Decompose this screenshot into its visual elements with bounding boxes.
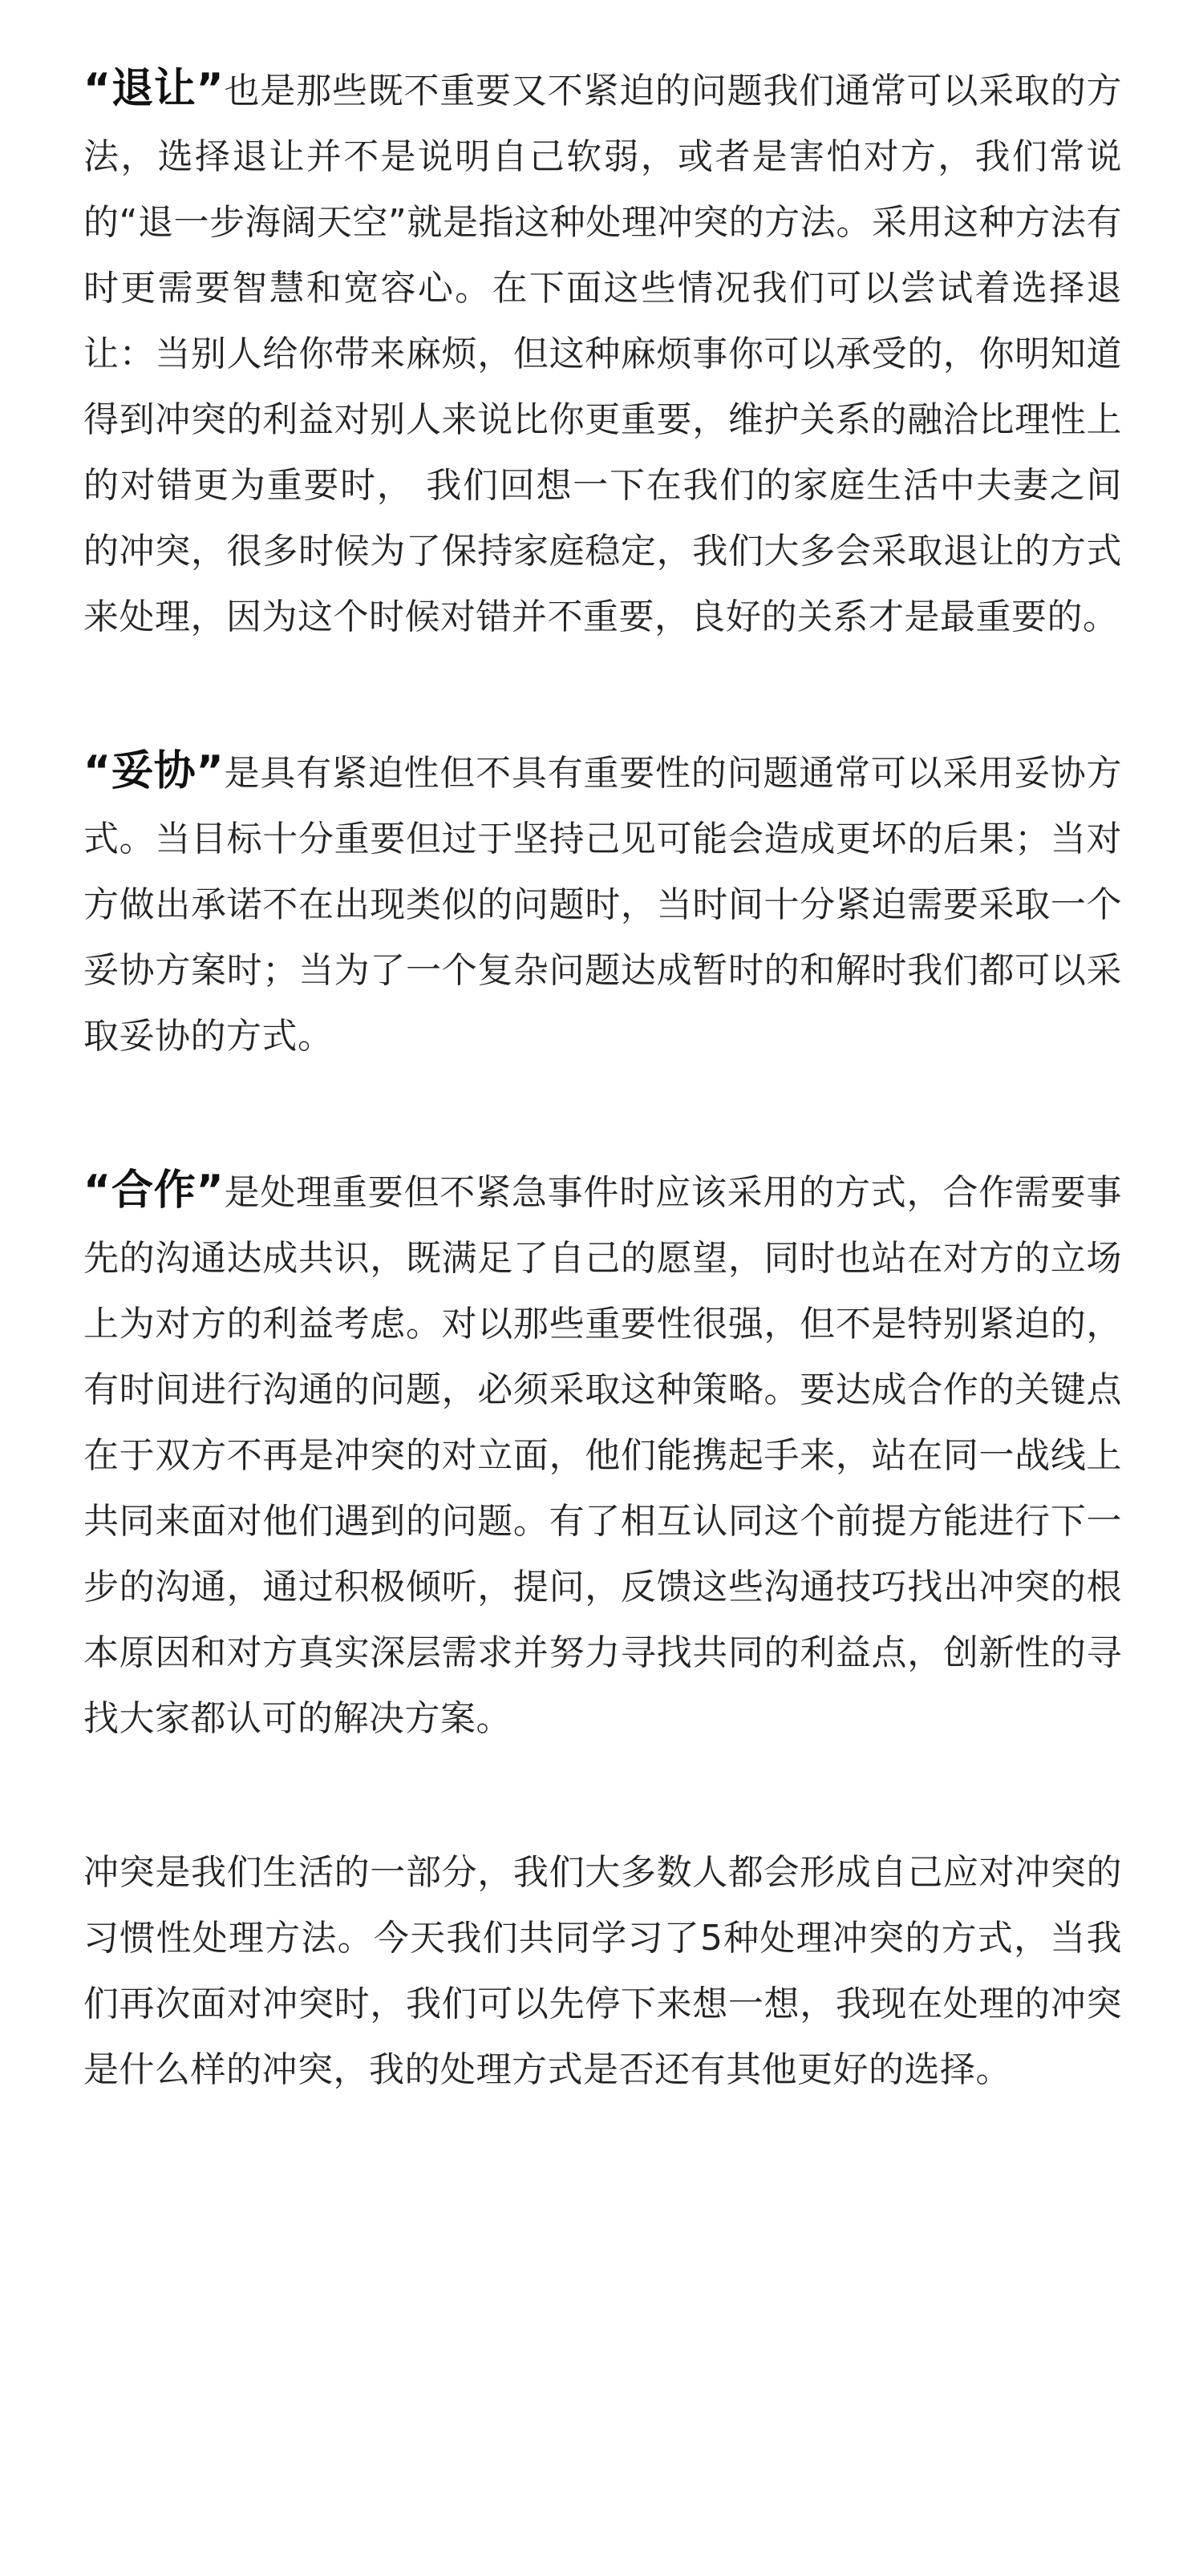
paragraph-retreat: [83, 56, 1122, 650]
term-retreat: “退让”: [83, 65, 225, 113]
paragraph-conclusion: [83, 1840, 1122, 2103]
paragraph-retreat-text: 也是那些既不重要又不紧迫的问题我们通常可以采取的方法，选择退让并不是说明自己软弱，或者是害怕对方，我们常说的“退一步海阔天空”就是指这种处理冲突的方法。采用这种方法有时更需要智慧和宽容心。在下面这些情况我们可以尝试着选择退让：当别人给你带来麻烦，但这种麻烦事你可以承受的，你明知道得到冲突的利益对别人来说比你更重要，维护关系的融洽比理性上的对错更为重要时， 我们回想一下在我们的家庭生活中夫妻之间的冲突，很多时候为了保持家庭稳定，我们大多会采取退让的方式来处理，因为这个时候对错并不重要，良好的关系才是最重要的。: [83, 71, 1123, 637]
paragraph-cooperation: [83, 1158, 1122, 1752]
term-compromise: “妥协”: [83, 747, 225, 795]
paragraph-compromise-text: 是具有紧迫性但不具有重要性的问题通常可以采用妥协方式。当目标十分重要但过于坚持己见可能会造成更坏的后果；当对方做出承诺不在出现类似的问题时，当时间十分紧迫需要采取一个妥协方案时；当为了一个复杂问题达成暂时的和解时我们都可以采取妥协的方式。: [83, 753, 1123, 1057]
term-cooperation: “合作”: [83, 1167, 225, 1215]
paragraph-conclusion-text: 冲突是我们生活的一部分，我们大多数人都会形成自己应对冲突的习惯性处理方法。今天我们共同学习了5种处理冲突的方式，当我们再次面对冲突时，我们可以先停下来想一想，我现在处理的冲突是什么样的冲突，我的处理方式是否还有其他更好的选择。: [83, 1852, 1122, 2090]
paragraph-cooperation-text: 是处理重要但不紧急事件时应该采用的方式，合作需要事先的沟通达成共识，既满足了自己的愿望，同时也站在对方的立场上为对方的利益考虑。对以那些重要性很强，但不是特别紧迫的，有时间进行沟通的问题，必须采取这种策略。要达成合作的关键点在于双方不再是冲突的对立面，他们能携起手来，站在同一战线上共同来面对他们遇到的问题。有了相互认同这个前提方能进行下一步的沟通，通过积极倾听，提问，反馈这些沟通技巧找出冲突的根本原因和对方真实深层需求并努力寻找共同的利益点，创新性的寻找大家都认可的解决方案。: [83, 1172, 1123, 1739]
article-body: [83, 56, 1122, 2103]
paragraph-compromise: [83, 738, 1122, 1070]
